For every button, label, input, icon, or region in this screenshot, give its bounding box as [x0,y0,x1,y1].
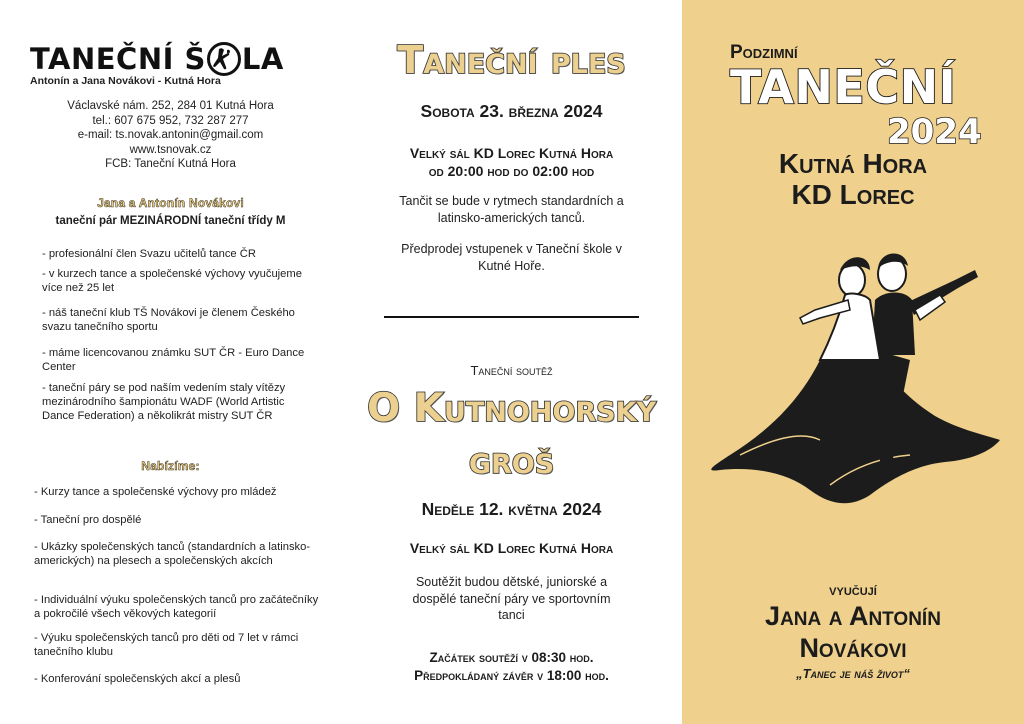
list-item: - taneční páry se pod naším vedením staly vítězy mezinárodního šampionátu WADF (World Artistic Dance Federation) a několikrát mistry SUT ČR [42,382,286,423]
list-item: - Konferování společenských akcí a plesů [34,673,241,685]
ball-description: Tančit se bude v rytmech standardních a latinsko-amerických tanců. [399,194,624,225]
competition-start: Začátek soutěží v 08:30 hod. [429,650,594,665]
teach-label: vyučují [829,582,877,599]
teachers-line2: Novákovi [799,633,907,663]
school-logo [30,42,320,76]
about-heading: Jana a Antonín Novákovi [97,196,244,210]
ballroom-dancers-silhouette-icon [700,240,1010,550]
competition-end: Předpokládaný závěr v 18:00 hod. [414,668,609,683]
list-item: - Výuku společenských tanců pro děti od 7 let v rámci tanečního klubu [34,632,299,659]
teachers-line1: Jana a Antonín [765,601,941,631]
logo-text-part1: TANEČNÍ Š [30,42,206,76]
list-item: - náš taneční klub TŠ Novákovi je členem Českého svazu tanečního sportu [42,307,295,334]
list-item: - Individuální výuku společenských tanců pro začátečníky a pokročilé všech věkových kategorií [34,594,319,621]
ball-date: Sobota 23. března 2024 [420,101,603,121]
ball-tickets: Předprodej vstupenek v Taneční škole v Kutné Hoře. [401,242,622,273]
middle-panel [341,0,682,724]
year-label: 2024 [887,112,982,152]
ball-venue: Velký sál KD Lorec Kutná Hora [409,145,614,161]
list-item: - Kurzy tance a společenské výchovy pro mládež [34,486,277,498]
list-item: - máme licencovanou známku SUT ČR - Euro Dance Center [42,347,305,374]
competition-description: Soutěžit budou dětské, juniorské a dospělé taneční páry ve sportovním tanci [412,575,611,622]
contact-email[interactable]: e-mail: ts.novak.antonin@gmail.com [77,129,264,142]
competition-label: Taneční soutěž [470,363,553,378]
offer-heading: Nabízíme: [141,459,200,473]
logo-subtitle: Antonín a Jana Novákovi - Kutná Hora [30,75,221,87]
logo-text-part2: LA [241,42,284,76]
dancing-couple-emblem-icon [207,42,241,76]
list-item: - v kurzech tance a společenské výchovy vyučujeme více než 25 let [42,268,302,295]
competition-date: Neděle 12. května 2024 [421,499,602,519]
season-label: Podzimní [730,42,798,63]
competition-title-line1: O Kutnohorský [366,386,657,431]
main-title: TANEČNÍ [730,60,957,114]
contact-phone: tel.: 607 675 952, 732 287 277 [92,114,249,127]
competition-venue: Velký sál KD Lorec Kutná Hora [409,540,614,556]
left-panel [0,0,341,724]
contact-website[interactable]: www.tsnovak.cz [129,143,212,156]
venue-label: KD Lorec [791,179,915,210]
list-item: - Taneční pro dospělé [34,514,142,526]
about-subheading: taneční pár MEZINÁRODNÍ taneční třídy M [55,215,286,227]
contact-facebook: FCB: Taneční Kutná Hora [105,158,236,171]
list-item: - profesionální člen Svazu učitelů tance ČR [42,248,256,260]
ball-title: Taneční ples [397,38,626,82]
motto: „Tanec je náš život“ [796,666,910,681]
list-item: - Ukázky společenských tanců (standardních a latinsko-amerických) na plesech a společenských akcích [34,541,311,568]
section-divider [384,316,639,318]
contact-block [0,99,341,172]
ball-time: od 20:00 hod do 02:00 hod [428,163,595,179]
city-label: Kutná Hora [778,148,928,179]
competition-title-line2: groš [468,438,555,483]
contact-address: Václavské nám. 252, 284 01 Kutná Hora [67,100,274,112]
